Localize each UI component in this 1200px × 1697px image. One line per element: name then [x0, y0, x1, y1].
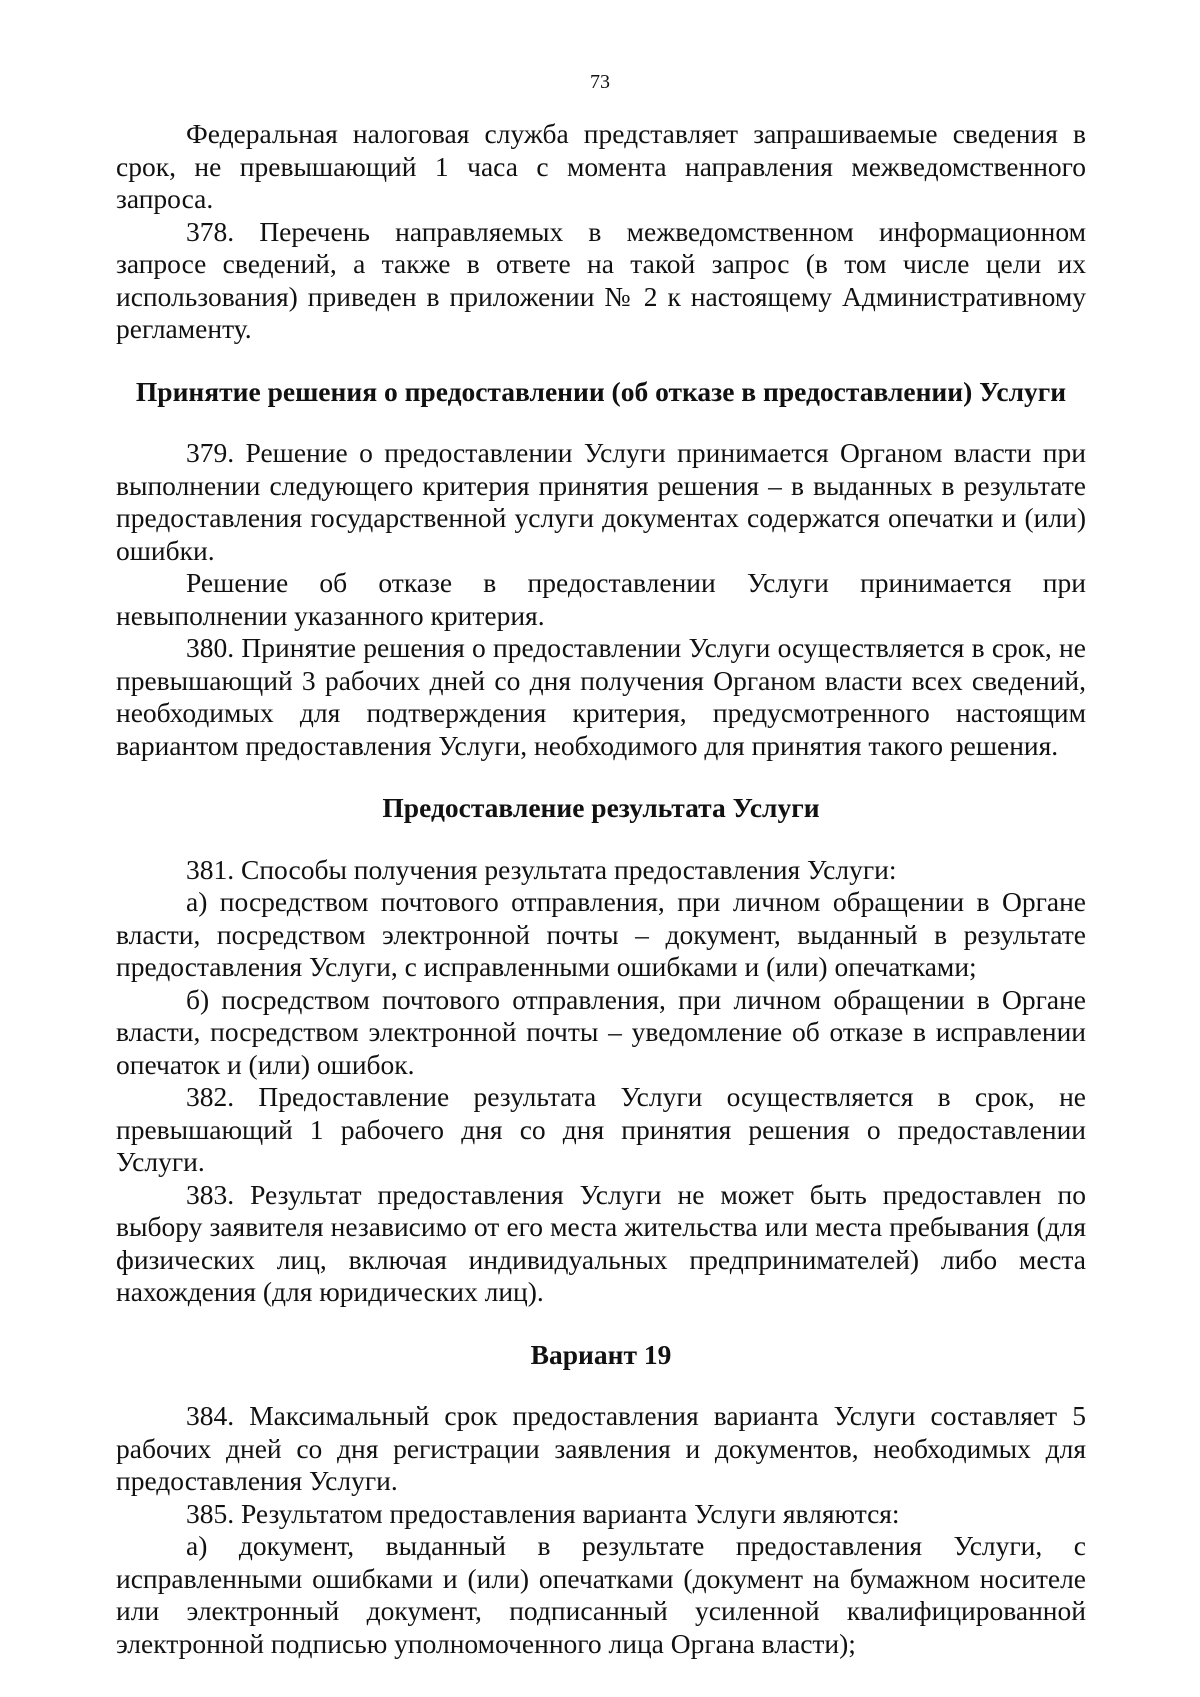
paragraph-fns-term: Федеральная налоговая служба представляет запрашиваемые сведения в срок, не превышающий 1 часа с момента направления межведомственного запроса. — [116, 118, 1086, 214]
paragraph-378: 378. Перечень направляемых в межведомственном информационном запросе сведений, а также в ответе на такой запрос (в том числе цели их использования) приведен в приложении № 2 к настоящему Административному регламенту. — [116, 215, 1086, 344]
paragraph-385-a: а) документ, выданный в результате предоставления Услуги, с исправленными ошибками и (или) опечатками (документ на бумажном носителе или электронный документ, подписанный усиленной квалифицированной электронной подписью уполномоченного лица Органа власти); — [116, 1530, 1086, 1659]
paragraph-385: 385. Результатом предоставления варианта Услуги являются: — [186, 1497, 900, 1529]
paragraph-382: 382. Предоставление результата Услуги осуществляется в срок, не превышающий 1 рабочего дня со дня принятия решения о предоставлении Услуги. — [116, 1081, 1086, 1177]
paragraph-384: 384. Максимальный срок предоставления варианта Услуги составляет 5 рабочих дней со дня регистрации заявления и документов, необходимых для предоставления Услуги. — [116, 1400, 1086, 1496]
section-heading-variant-19: Вариант 19 — [530, 1338, 672, 1370]
section-heading-result: Предоставление результата Услуги — [382, 792, 820, 823]
paragraph-379: 379. Решение о предоставлении Услуги принимается Органом власти при выполнении следующего критерия принятия решения – в выданных в результате предоставления государственной услуги документах содержатся опечатки и (или) ошибки. — [116, 437, 1086, 566]
paragraph-383: 383. Результат предоставления Услуги не может быть предоставлен по выбору заявителя независимо от его места жительства или места пребывания (для физических лиц, включая индивидуальных предпринимателей) либо места нахождения (для юридических лиц). — [116, 1178, 1086, 1307]
paragraph-381-a: а) посредством почтового отправления, при личном обращении в Органе власти, посредством электронной почты – документ, выданный в результате предоставления Услуги, с исправленными ошибками и (или) опечатками; — [116, 886, 1086, 982]
paragraph-380: 380. Принятие решения о предоставлении Услуги осуществляется в срок, не превышающий 3 рабочих дней со дня получения Органом власти всех сведений, необходимых для подтверждения критерия, предусмотренного настоящим вариантом предоставления Услуги, необходимого для принятия такого решения. — [116, 632, 1086, 761]
paragraph-379-refusal: Решение об отказе в предоставлении Услуги принимается при невыполнении указанного критерия. — [116, 567, 1086, 631]
page-number: 73 — [590, 71, 610, 93]
paragraph-381-b: б) посредством почтового отправления, при личном обращении в Органе власти, посредством электронной почты – уведомление об отказе в исправлении опечаток и (или) ошибок. — [116, 983, 1086, 1080]
paragraph-381: 381. Способы получения результата предоставления Услуги: — [186, 853, 897, 885]
section-heading-decision: Принятие решения о предоставлении (об отказе в предоставлении) Услуги — [135, 375, 1067, 407]
document-body — [116, 118, 1086, 1660]
